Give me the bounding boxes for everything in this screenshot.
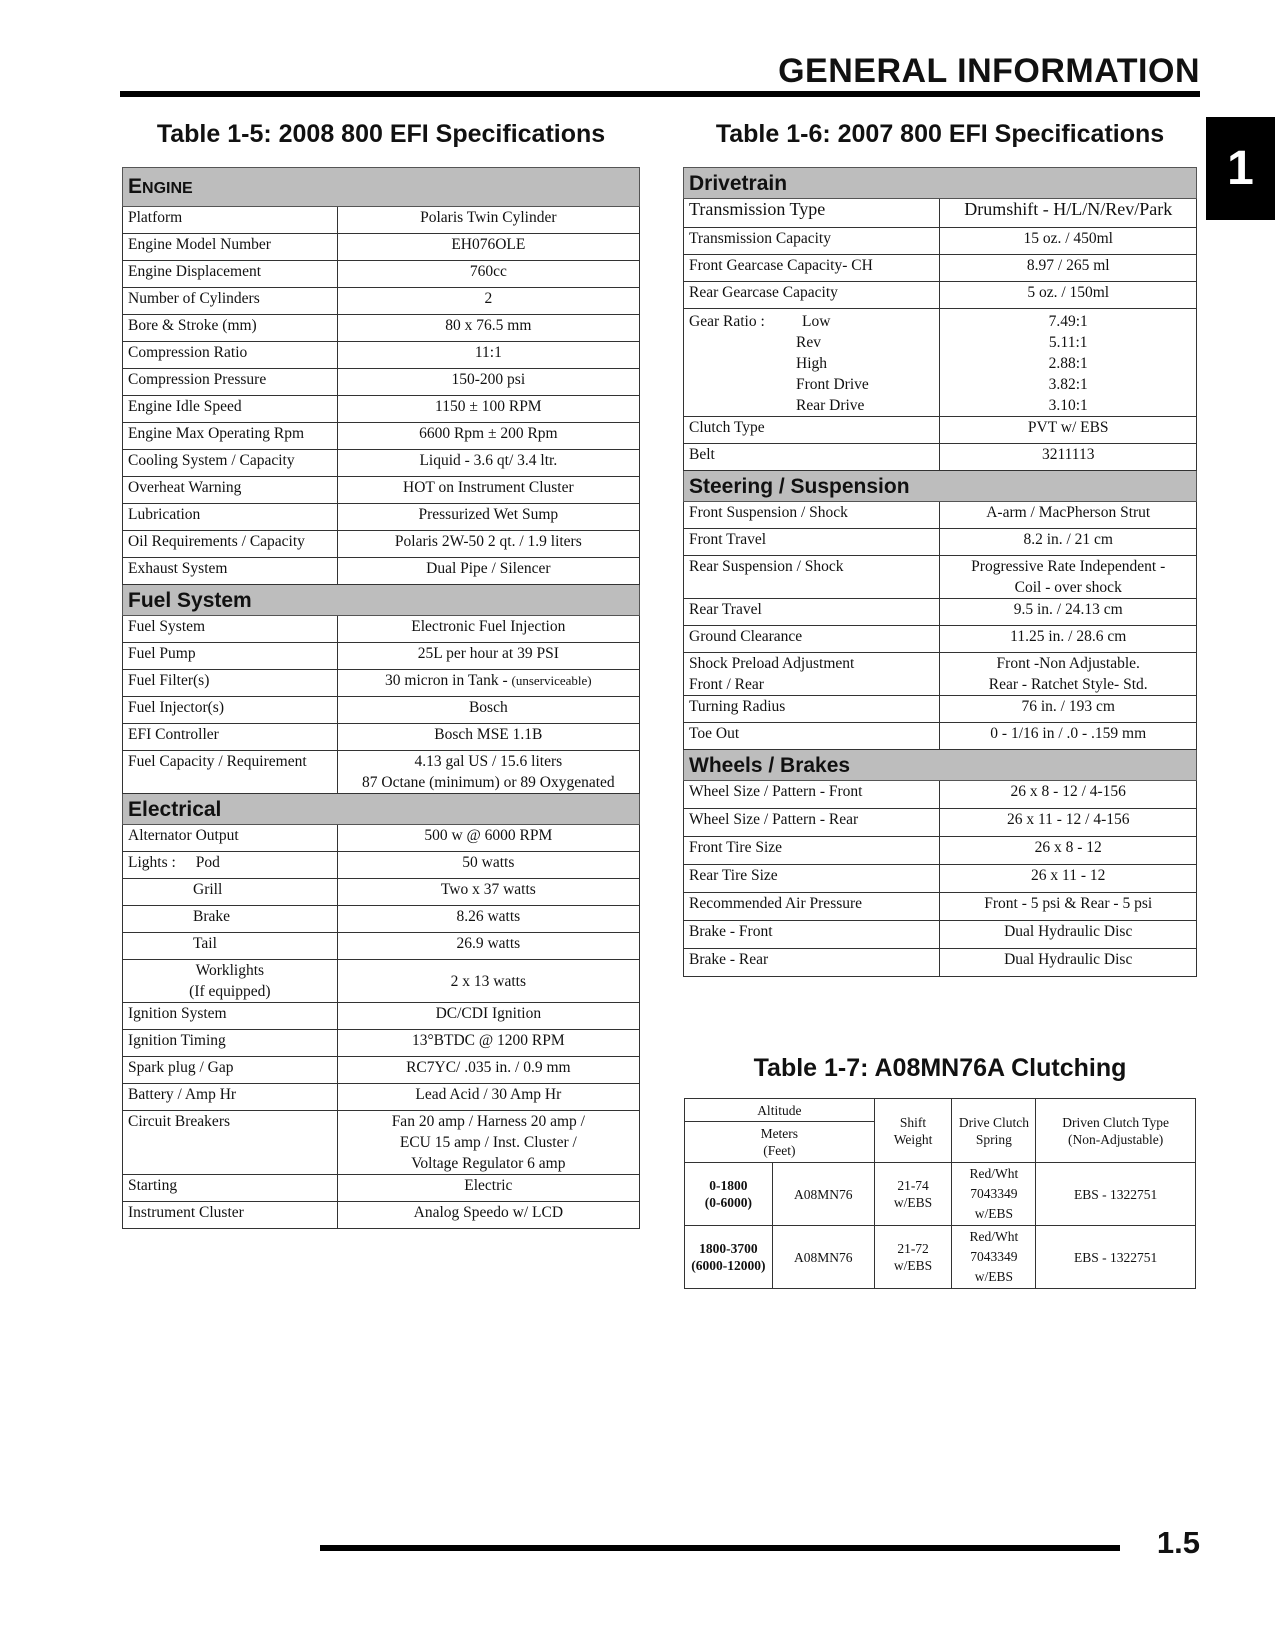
- table-row: [123, 504, 640, 531]
- spec-value: 26 x 8 - 12 / 4-156: [940, 781, 1197, 809]
- drive-clutch-spring-header: [952, 1099, 1036, 1163]
- spec-value: 1150 ± 100 RPM: [337, 396, 639, 423]
- spec-value: 25L per hour at 39 PSI: [337, 643, 639, 670]
- section-title: GENERAL INFORMATION: [778, 52, 1200, 90]
- table-row: [123, 342, 640, 369]
- table-row: [684, 417, 1197, 444]
- spec-value: Dual Hydraulic Disc: [940, 949, 1197, 977]
- table-1-6: [683, 167, 1197, 977]
- drivetrain-section-header: [684, 168, 1197, 199]
- header-rule: [120, 91, 1200, 97]
- spec-value-line: Fan 20 amp / Harness 20 amp /: [391, 1113, 585, 1130]
- spec-label: Compression Ratio: [123, 342, 338, 369]
- spec-value: [940, 309, 1197, 417]
- table-row: [123, 616, 640, 643]
- spec-value: 26.9 watts: [337, 933, 639, 960]
- table-row: [684, 556, 1197, 599]
- gear-name: Front Drive: [796, 376, 869, 393]
- spec-label: Fuel System: [123, 616, 338, 643]
- spec-value: Front - 5 psi & Rear - 5 psi: [940, 893, 1197, 921]
- spec-value: Drumshift - H/L/N/Rev/Park: [940, 199, 1197, 228]
- table-row: [684, 228, 1197, 255]
- table-row: [123, 960, 640, 1003]
- spec-value: 8.2 in. / 21 cm: [940, 529, 1197, 556]
- spec-label: Ground Clearance: [684, 626, 940, 653]
- shift-line: 21-74: [897, 1178, 929, 1193]
- spec-label: [123, 960, 338, 1003]
- altitude-cell: [685, 1226, 773, 1289]
- table-row: [123, 450, 640, 477]
- table-1-7: [684, 1098, 1196, 1289]
- table-row: [123, 234, 640, 261]
- clutch-header-row: [685, 1099, 1196, 1122]
- spec-value: Dual Hydraulic Disc: [940, 921, 1197, 949]
- shift-weight-cell: [874, 1226, 952, 1289]
- spec-label: Front Suspension / Shock: [684, 502, 940, 529]
- spec-label: Clutch Type: [684, 417, 940, 444]
- spec-label: Fuel Pump: [123, 643, 338, 670]
- clutch-model-cell: A08MN76: [772, 1163, 874, 1226]
- table-row: [123, 1202, 640, 1229]
- spec-label: EFI Controller: [123, 724, 338, 751]
- table-1-5-title: Table 1-5: 2008 800 EFI Specifications: [156, 120, 606, 148]
- spec-label: Belt: [684, 444, 940, 471]
- spec-label: Alternator Output: [123, 825, 338, 852]
- table-row: [684, 309, 1197, 417]
- spec-label: Fuel Filter(s): [123, 670, 338, 697]
- table-row: [684, 893, 1197, 921]
- spec-label: Rear Suspension / Shock: [684, 556, 940, 599]
- spec-value: 80 x 76.5 mm: [337, 315, 639, 342]
- spec-value: 15 oz. / 450ml: [940, 228, 1197, 255]
- gear-ratio-line: [689, 374, 934, 395]
- spec-label: Compression Pressure: [123, 369, 338, 396]
- table-row: [123, 207, 640, 234]
- header-line: Spring: [975, 1131, 1012, 1147]
- table-row: [684, 626, 1197, 653]
- table-row: [684, 949, 1197, 977]
- table-row: [684, 696, 1197, 723]
- table-row: [684, 199, 1197, 228]
- light-name: Grill: [193, 881, 223, 898]
- spec-value: Electronic Fuel Injection: [337, 616, 639, 643]
- feet-header: (Feet): [763, 1143, 796, 1158]
- light-name: Tail: [193, 935, 217, 952]
- spec-label: Front Travel: [684, 529, 940, 556]
- spec-label: Circuit Breakers: [123, 1111, 338, 1175]
- spec-value: [940, 653, 1197, 696]
- spec-value: Polaris 2W-50 2 qt. / 1.9 liters: [337, 531, 639, 558]
- spec-value-line: Progressive Rate Independent -: [971, 558, 1166, 575]
- spec-value: Electric: [337, 1175, 639, 1202]
- wheels-brakes-section-header-cell: Wheels / Brakes: [684, 750, 1197, 781]
- spec-value-line: ECU 15 amp / Inst. Cluster /: [399, 1134, 577, 1151]
- spec-label: Engine Idle Speed: [123, 396, 338, 423]
- spec-value: 760cc: [337, 261, 639, 288]
- spec-label: Starting: [123, 1175, 338, 1202]
- spec-value: 8.26 watts: [337, 906, 639, 933]
- table-row: [684, 865, 1197, 893]
- spec-value: HOT on Instrument Cluster: [337, 477, 639, 504]
- meters-feet-header: [685, 1122, 875, 1163]
- spec-label: Overheat Warning: [123, 477, 338, 504]
- spec-value-line: 4.13 gal US / 15.6 liters: [414, 753, 563, 770]
- engine-heading: [123, 168, 640, 207]
- engine-heading-rest: NGINE: [142, 179, 193, 197]
- spec-label-line: Shock Preload Adjustment: [689, 655, 855, 672]
- spec-value: Bosch: [337, 697, 639, 724]
- spec-value: 11:1: [337, 342, 639, 369]
- spec-value: 2 x 13 watts: [337, 960, 639, 1003]
- gear-ratio-line: [689, 395, 934, 416]
- spec-label: Front Tire Size: [684, 837, 940, 865]
- spec-value: Lead Acid / 30 Amp Hr: [337, 1084, 639, 1111]
- table-1-7-title: Table 1-7: A08MN76A Clutching: [753, 1054, 1127, 1082]
- spec-value: 3211113: [940, 444, 1197, 471]
- table-row: [123, 933, 640, 960]
- table-row: [123, 396, 640, 423]
- table-row: [684, 653, 1197, 696]
- fuel-filter-note: (unserviceable): [511, 673, 592, 688]
- altitude-line: (0-6000): [704, 1195, 753, 1210]
- spec-value-line: Coil - over shock: [1014, 579, 1122, 596]
- spec-value: [940, 556, 1197, 599]
- spec-label: Exhaust System: [123, 558, 338, 585]
- spec-label: Ignition System: [123, 1003, 338, 1030]
- spec-value: Dual Pipe / Silencer: [337, 558, 639, 585]
- spec-value: 5 oz. / 150ml: [940, 282, 1197, 309]
- spec-value: Polaris Twin Cylinder: [337, 207, 639, 234]
- driven-clutch-cell: EBS - 1322751: [1036, 1226, 1196, 1289]
- spec-value: DC/CDI Ignition: [337, 1003, 639, 1030]
- spec-label: Turning Radius: [684, 696, 940, 723]
- spec-label: Lubrication: [123, 504, 338, 531]
- spec-value: Analog Speedo w/ LCD: [337, 1202, 639, 1229]
- spring-line: w/EBS: [974, 1269, 1014, 1284]
- spring-line: w/EBS: [974, 1206, 1014, 1221]
- table-row: [123, 1057, 640, 1084]
- spec-value: 500 w @ 6000 RPM: [337, 825, 639, 852]
- spec-label: Fuel Capacity / Requirement: [123, 751, 338, 794]
- spec-label: Transmission Capacity: [684, 228, 940, 255]
- table-1-6-title: Table 1-6: 2007 800 EFI Specifications: [715, 120, 1165, 148]
- gear-ratio-value: 2.88:1: [1048, 355, 1088, 372]
- table-row: [684, 837, 1197, 865]
- table-row: [123, 1003, 640, 1030]
- light-name: Pod: [195, 854, 220, 871]
- clutch-row: [685, 1226, 1196, 1289]
- spec-value-line: 87 Octane (minimum) or 89 Oxygenated: [362, 774, 615, 791]
- gear-ratio-value: 3.10:1: [1048, 397, 1088, 414]
- meters-header: Meters: [760, 1126, 799, 1141]
- table-row: [123, 477, 640, 504]
- shift-weight-cell: [874, 1163, 952, 1226]
- spec-label: [123, 879, 338, 906]
- header-line: Shift: [899, 1114, 927, 1130]
- table-row: [684, 444, 1197, 471]
- gear-ratio-value: 5.11:1: [1048, 334, 1088, 351]
- spring-line: Red/Wht: [969, 1229, 1019, 1244]
- spec-value: 0 - 1/16 in / .0 - .159 mm: [940, 723, 1197, 750]
- altitude-line: 1800-3700: [699, 1241, 758, 1256]
- gear-name: Low: [802, 313, 831, 330]
- engine-section-header: [123, 168, 640, 207]
- header-line: (Non-Adjustable): [1068, 1131, 1164, 1147]
- driven-clutch-cell: EBS - 1322751: [1036, 1163, 1196, 1226]
- table-row: [684, 529, 1197, 556]
- table-row: [684, 255, 1197, 282]
- header-line: Weight: [893, 1131, 933, 1147]
- table-row: [684, 921, 1197, 949]
- altitude-line: 0-1800: [709, 1178, 748, 1193]
- electrical-section-header: [123, 794, 640, 825]
- table-1-5: [122, 167, 640, 1229]
- gear-ratio-line: [689, 311, 934, 332]
- gear-ratio-value: 7.49:1: [1048, 313, 1088, 330]
- spec-value: 9.5 in. / 24.13 cm: [940, 599, 1197, 626]
- spec-label: Brake - Rear: [684, 949, 940, 977]
- spec-label: [684, 653, 940, 696]
- spec-label: Rear Travel: [684, 599, 940, 626]
- table-row: [684, 599, 1197, 626]
- table-row: [684, 282, 1197, 309]
- table-row: [123, 1175, 640, 1202]
- spec-value: 6600 Rpm ± 200 Rpm: [337, 423, 639, 450]
- spec-label: Transmission Type: [684, 199, 940, 228]
- spec-label: Recommended Air Pressure: [684, 893, 940, 921]
- spring-cell: [952, 1163, 1036, 1226]
- engine-heading-initial: E: [128, 174, 143, 198]
- table-row: [123, 558, 640, 585]
- table-row: [123, 288, 640, 315]
- spring-cell: [952, 1226, 1036, 1289]
- fuel-system-section-header-cell: Fuel System: [123, 585, 640, 616]
- spec-label: Ignition Timing: [123, 1030, 338, 1057]
- table-row: [123, 724, 640, 751]
- spec-label: [123, 933, 338, 960]
- spec-label: Spark plug / Gap: [123, 1057, 338, 1084]
- clutch-model-cell: A08MN76: [772, 1226, 874, 1289]
- spec-value: EH076OLE: [337, 234, 639, 261]
- spec-value: 76 in. / 193 cm: [940, 696, 1197, 723]
- gear-ratio-value: 3.82:1: [1048, 376, 1088, 393]
- spec-value: 150-200 psi: [337, 369, 639, 396]
- table-row: [123, 825, 640, 852]
- fuel-filter-value: 30 micron in Tank -: [385, 672, 512, 689]
- gear-ratio-line: [689, 332, 934, 353]
- table-row: [123, 531, 640, 558]
- table-row: [123, 879, 640, 906]
- spec-value: 26 x 11 - 12 / 4-156: [940, 809, 1197, 837]
- shift-line: w/EBS: [893, 1195, 933, 1210]
- gear-name: High: [796, 355, 827, 372]
- spec-value: 8.97 / 265 ml: [940, 255, 1197, 282]
- clutch-row: [685, 1163, 1196, 1226]
- spec-label: Oil Requirements / Capacity: [123, 531, 338, 558]
- shift-line: 21-72: [897, 1241, 929, 1256]
- table-row: [123, 423, 640, 450]
- spec-value: 11.25 in. / 28.6 cm: [940, 626, 1197, 653]
- spec-label-line: (If equipped): [189, 983, 271, 1000]
- table-row: [684, 723, 1197, 750]
- spec-value-line: Front -Non Adjustable.: [996, 655, 1140, 672]
- table-row: [123, 643, 640, 670]
- spec-value: PVT w/ EBS: [940, 417, 1197, 444]
- spec-value: A-arm / MacPherson Strut: [940, 502, 1197, 529]
- spec-label: Platform: [123, 207, 338, 234]
- spec-label: Brake - Front: [684, 921, 940, 949]
- table-row: [123, 1030, 640, 1057]
- spec-label: Cooling System / Capacity: [123, 450, 338, 477]
- table-row: [123, 697, 640, 724]
- shift-line: w/EBS: [893, 1258, 933, 1273]
- spec-value: [337, 1111, 639, 1175]
- spec-label: Battery / Amp Hr: [123, 1084, 338, 1111]
- table-row: [123, 670, 640, 697]
- table-row: [123, 751, 640, 794]
- spec-label: Wheel Size / Pattern - Rear: [684, 809, 940, 837]
- spec-label: Rear Gearcase Capacity: [684, 282, 940, 309]
- steering-suspension-section-header-cell: Steering / Suspension: [684, 471, 1197, 502]
- spec-value: Bosch MSE 1.1B: [337, 724, 639, 751]
- electrical-section-header-cell: Electrical: [123, 794, 640, 825]
- fuel-system-section-header: [123, 585, 640, 616]
- drivetrain-section-header-cell: Drivetrain: [684, 168, 1197, 199]
- spec-value: Pressurized Wet Sump: [337, 504, 639, 531]
- table-row: [684, 502, 1197, 529]
- spec-label: Engine Model Number: [123, 234, 338, 261]
- gear-ratio-label: Gear Ratio :: [689, 313, 765, 330]
- spec-label: Front Gearcase Capacity- CH: [684, 255, 940, 282]
- spec-value: 50 watts: [337, 852, 639, 879]
- spec-label: Toe Out: [684, 723, 940, 750]
- table-row: [684, 781, 1197, 809]
- table-row: [684, 809, 1197, 837]
- altitude-line: (6000-12000): [691, 1258, 766, 1273]
- spec-value-line: Rear - Ratchet Style- Std.: [988, 676, 1148, 693]
- spec-value: 13°BTDC @ 1200 RPM: [337, 1030, 639, 1057]
- gear-ratio-line: [689, 353, 934, 374]
- spring-line: Red/Wht: [969, 1166, 1019, 1181]
- table-row: [123, 315, 640, 342]
- spec-value: 2: [337, 288, 639, 315]
- driven-clutch-type-header: [1036, 1099, 1196, 1163]
- page-number: 1.5: [1156, 1525, 1200, 1560]
- spec-label-line: Front / Rear: [689, 676, 764, 693]
- lights-label: Lights :: [128, 854, 176, 871]
- spec-value: [337, 751, 639, 794]
- altitude-header: Altitude: [685, 1099, 875, 1122]
- table-row: [123, 1084, 640, 1111]
- chapter-tab: 1: [1206, 117, 1275, 220]
- spec-value: [337, 670, 639, 697]
- spec-label: Instrument Cluster: [123, 1202, 338, 1229]
- spring-line: 7043349: [970, 1186, 1018, 1201]
- spec-value: 26 x 11 - 12: [940, 865, 1197, 893]
- spec-value: 26 x 8 - 12: [940, 837, 1197, 865]
- light-name: Brake: [193, 908, 231, 925]
- gear-name: Rear Drive: [796, 397, 865, 414]
- header-line: Driven Clutch Type: [1062, 1114, 1170, 1130]
- spec-label: Wheel Size / Pattern - Front: [684, 781, 940, 809]
- spec-value: RC7YC/ .035 in. / 0.9 mm: [337, 1057, 639, 1084]
- table-row: [123, 1111, 640, 1175]
- spec-label: Bore & Stroke (mm): [123, 315, 338, 342]
- table-row: [123, 261, 640, 288]
- spec-label: Engine Max Operating Rpm: [123, 423, 338, 450]
- table-row: [123, 369, 640, 396]
- gear-name: Rev: [796, 334, 821, 351]
- wheels-brakes-section-header: [684, 750, 1197, 781]
- table-row: [123, 906, 640, 933]
- spring-line: 7043349: [970, 1249, 1018, 1264]
- spec-value: Liquid - 3.6 qt/ 3.4 ltr.: [337, 450, 639, 477]
- spec-label: Rear Tire Size: [684, 865, 940, 893]
- spec-label: [123, 852, 338, 879]
- steering-suspension-section-header: [684, 471, 1197, 502]
- altitude-cell: [685, 1163, 773, 1226]
- table-row: [123, 852, 640, 879]
- spec-label-line: Worklights: [195, 962, 265, 979]
- spec-label: Engine Displacement: [123, 261, 338, 288]
- spec-label: Fuel Injector(s): [123, 697, 338, 724]
- spec-label: [123, 906, 338, 933]
- spec-label: Number of Cylinders: [123, 288, 338, 315]
- footer-rule: [320, 1545, 1120, 1551]
- spec-value-line: Voltage Regulator 6 amp: [411, 1155, 566, 1172]
- spec-value: Two x 37 watts: [337, 879, 639, 906]
- shift-weight-header: [874, 1099, 952, 1163]
- header-line: Drive Clutch: [958, 1114, 1029, 1130]
- spec-label: [684, 309, 940, 417]
